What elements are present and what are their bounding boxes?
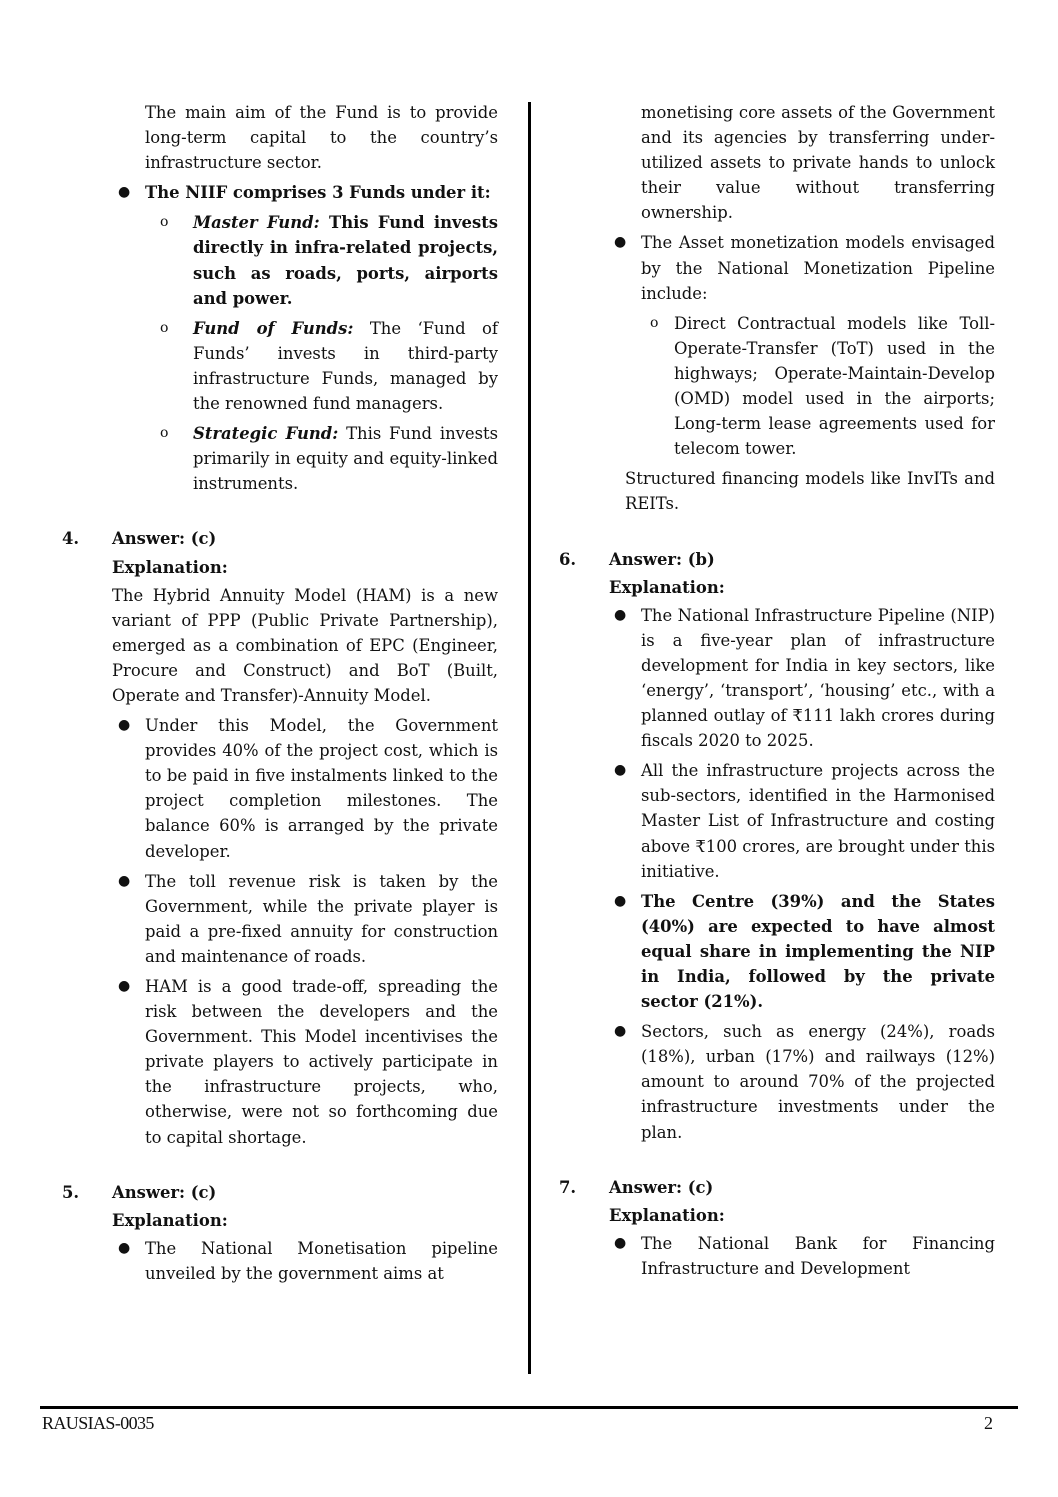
bullet-icon: ●	[118, 717, 131, 734]
bullet-icon: ●	[118, 184, 131, 201]
fund-description: This Fund invests primarily in equity and equity-linked instruments.	[193, 424, 499, 494]
niif-bullet	[118, 180, 498, 205]
ham-intro-paragraph: The Hybrid Annuity Model (HAM) is a new variant of PPP (Public Private Partnership), emerged as a combination of EPC (Engineer, Procure and Construct) and BoT (Built, Operate and Transfer)-Annuity Model.	[112, 585, 498, 705]
sub-bullet-text: Direct Contractual models like Toll-Operate-Transfer (ToT) used in the highways; Operate-Maintain-Develop (OMD) model used in the airports; Long-term lease agreements used for telecom tower.	[674, 313, 995, 459]
ham-bullet	[118, 713, 498, 864]
explanation-label: Explanation:	[609, 577, 725, 597]
nip-bullet	[614, 889, 995, 1014]
question-4	[62, 526, 498, 1149]
niif-intro-paragraph: The main aim of the Fund is to provide long-term capital to the country’s infrastructure sector.	[145, 103, 498, 173]
direct-contractual-item	[650, 311, 995, 462]
bullet-icon: ●	[614, 892, 627, 909]
explanation-label: Explanation:	[112, 557, 228, 577]
bullet-text: The toll revenue risk is taken by the Government, while the private player is paid a pre-fixed annuity for construction and maintenance of roads.	[145, 871, 498, 966]
question-number: 4.	[62, 529, 80, 549]
bullet-text: The National Bank for Financing Infrastructure and Development	[641, 1233, 995, 1278]
nabfid-bullet	[614, 1231, 995, 1281]
fund-description: This Fund invests directly in infra-related projects, such as roads, ports, airports and power.	[193, 213, 498, 308]
bullet-icon: ●	[614, 1023, 627, 1040]
monetisation-continued: monetising core assets of the Government and its agencies by transferring under-utilized assets to private hands to unlock their value without transferring ownership.	[641, 103, 995, 223]
answer-label: Answer: (c)	[112, 1182, 217, 1202]
column-divider	[528, 102, 531, 1374]
monetisation-bullet	[118, 1236, 498, 1286]
niif-bullet-text: The NIIF comprises 3 Funds under it:	[145, 183, 491, 203]
footer-rule	[40, 1406, 1018, 1409]
nip-bullet	[614, 1019, 995, 1144]
nip-bullet	[614, 758, 995, 883]
bullet-icon: ●	[118, 978, 131, 994]
question-number: 7.	[559, 1177, 577, 1197]
answer-label: Answer: (b)	[609, 549, 715, 569]
left-column	[62, 100, 498, 1286]
bullet-text: The Asset monetization models envisaged by the National Monetization Pipeline include:	[641, 233, 995, 303]
fund-name: Master Fund:	[193, 213, 320, 233]
footer-page-number: 2	[984, 1413, 993, 1433]
question-5	[62, 1180, 498, 1286]
right-column	[559, 100, 995, 1281]
structured-financing-paragraph: Structured financing models like InvITs and REITs.	[625, 469, 995, 514]
question-6	[559, 547, 995, 1145]
bullet-text: The National Infrastructure Pipeline (NIP) is a five-year plan of infrastructure development for India in key sectors, like ‘energy’, ‘transport’, ‘housing’ etc., with a planned outlay of ₹111 lakh crores during fiscals 2020 to 2025.	[641, 605, 995, 751]
fund-name: Strategic Fund:	[193, 424, 339, 444]
master-fund-item	[160, 210, 498, 310]
bullet-icon: ●	[614, 234, 627, 251]
asset-models-bullet	[614, 230, 995, 305]
explanation-label: Explanation:	[609, 1205, 725, 1225]
answer-label: Answer: (c)	[609, 1177, 714, 1197]
bullet-icon: ●	[614, 1234, 627, 1251]
sub-bullet-icon: o	[160, 214, 169, 231]
bullet-text: All the infrastructure projects across the sub-sectors, identified in the Harmonised Master List of Infrastructure and costing above ₹100 crores, are brought under this initiative.	[641, 761, 995, 881]
sub-bullet-icon: o	[160, 425, 169, 442]
bullet-icon: ●	[118, 1239, 131, 1256]
fund-of-funds-item	[160, 316, 498, 416]
bullet-text: HAM is a good trade-off, spreading the risk between the developers and the Government. This Model incentivises the private players to actively participate in the infrastructure projects, who, otherwise, were not so forthcoming due to capital shortage.	[145, 977, 498, 1147]
bullet-text: Sectors, such as energy (24%), roads (18%), urban (17%) and railways (12%) amount to around 70% of the projected infrastructure investments under the plan.	[641, 1022, 995, 1142]
question-7	[559, 1175, 995, 1281]
bullet-icon: ●	[614, 606, 627, 623]
sub-bullet-icon: o	[160, 319, 169, 336]
ham-bullet	[118, 974, 498, 1150]
ham-bullet	[118, 869, 498, 969]
nip-bullet	[614, 603, 995, 754]
bullet-text: The Centre (39%) and the States (40%) are expected to have almost equal share in implementing the NIP in India, followed by the private sector (21%).	[641, 891, 995, 1012]
question-number: 5.	[62, 1182, 80, 1202]
sub-bullet-icon: o	[650, 314, 659, 331]
bullet-text: Under this Model, the Government provides 40% of the project cost, which is to be paid in five instalments linked to the project completion milestones. The balance 60% is arranged by the private developer.	[145, 716, 498, 861]
bullet-icon: ●	[614, 762, 627, 779]
fund-name: Fund of Funds:	[193, 318, 354, 338]
footer-document-code: RAUSIAS-0035	[42, 1413, 154, 1433]
bullet-icon: ●	[118, 872, 131, 889]
fund-description: The ‘Fund of Funds’ invests in third-party infrastructure Funds, managed by the renowned fund managers.	[193, 318, 498, 414]
explanation-label: Explanation:	[112, 1210, 228, 1230]
answer-label: Answer: (c)	[112, 529, 217, 549]
strategic-fund-item	[160, 421, 498, 496]
bullet-text: The National Monetisation pipeline unveiled by the government aims at	[145, 1238, 498, 1283]
question-number: 6.	[559, 549, 577, 569]
